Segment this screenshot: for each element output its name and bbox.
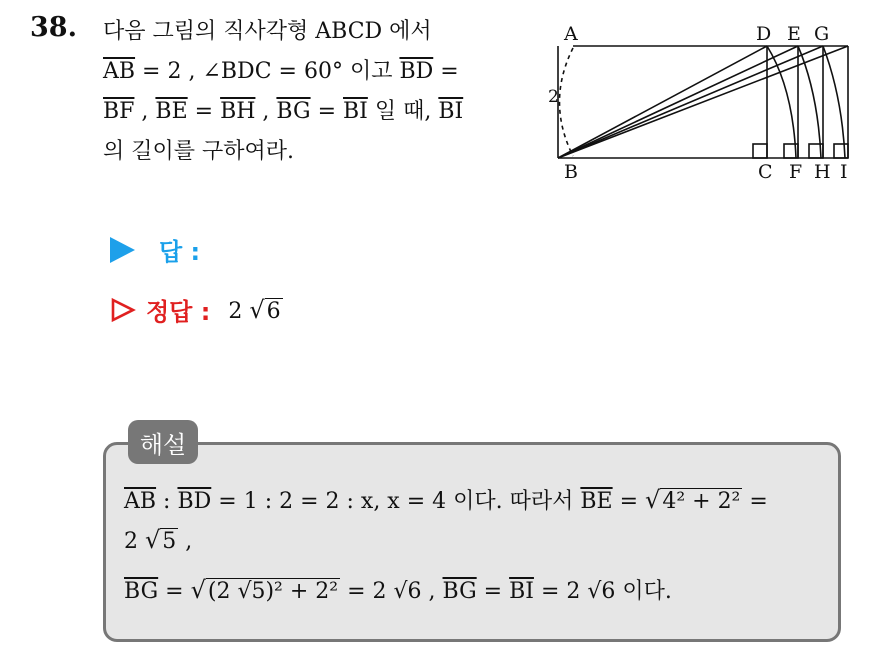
segment-be: $\overline{BE}$ xyxy=(580,489,613,514)
segment-bh: $\overline{BH}$ xyxy=(220,99,256,124)
ratio-text: = 1 : 2 = 2 : x, x = 4 이다. 따라서 xyxy=(211,489,581,514)
solution-line-3: $\overline{BG} = √(2$ √5)² + 2² = 2 √6 , $\overline{BG} = \overline{BI} = 2$ √6 이다. xyxy=(124,576,672,604)
segment-bi: $\overline{BI}$ xyxy=(343,99,368,124)
question-line-2 xyxy=(103,52,523,92)
label-e: E xyxy=(787,23,801,45)
label-f: F xyxy=(789,161,803,183)
segment-bi-target: $\overline{BI}$ xyxy=(438,99,464,124)
solution-line-2: 2 √5 , xyxy=(124,526,193,554)
radicand: 6 xyxy=(266,298,281,324)
solution-box xyxy=(103,442,841,642)
segment-be: $\overline{BE}$ xyxy=(155,99,188,124)
segment-ab: $\overline{AB}$ xyxy=(124,489,157,514)
question-condition: = 2 , ∠BDC = 60° 이고 xyxy=(135,59,400,84)
radicand: (2 √5)² + 2² xyxy=(207,579,339,604)
label-b: B xyxy=(564,161,578,183)
segment-bg: $\overline{BG}$ xyxy=(276,99,311,124)
segment-bd: $\overline{BD}$ xyxy=(399,59,434,84)
colon: : xyxy=(156,489,178,514)
solution-tab: 해설 xyxy=(128,420,198,464)
segment-bg: $\overline{BG}$ xyxy=(442,579,477,604)
radicand: 5 xyxy=(162,529,177,554)
comma: , xyxy=(178,529,193,554)
question-when: 일 때, xyxy=(367,99,439,124)
equals: = xyxy=(476,579,510,604)
coef: 2 xyxy=(228,298,243,324)
equals: = xyxy=(310,99,343,124)
solution-line-1: $\overline{AB}$ : $\overline{BD} = 1$ : 2 = 2 : x, x = 4 이다. 따라서 $\overline{BE} = √4^2 + 2^2$ = xyxy=(124,486,768,514)
label-side-ab: 2 xyxy=(548,87,559,107)
segment-ab: $\overline{AB}$ xyxy=(103,59,136,84)
play-arrow-icon xyxy=(110,237,135,263)
segment-bi: $\overline{BI}$ xyxy=(509,579,534,604)
answer-row xyxy=(110,232,200,267)
sep: , xyxy=(255,99,277,124)
outline-triangle-icon xyxy=(110,297,136,323)
label-d: D xyxy=(756,23,772,45)
equals: = xyxy=(612,489,646,514)
label-h: H xyxy=(814,161,831,183)
equals: = xyxy=(187,99,221,124)
correct-answer-row xyxy=(110,292,283,327)
geometry-figure xyxy=(540,18,860,188)
equals: = xyxy=(433,59,459,84)
correct-answer-label: 정답 : xyxy=(146,298,211,326)
conclusion-text: = 2 √6 이다. xyxy=(533,579,672,604)
equals: = xyxy=(742,489,768,514)
coef: 2 xyxy=(124,529,138,554)
label-i: I xyxy=(840,161,848,183)
answer-label: 답 : xyxy=(159,238,201,266)
segment-bg: $\overline{BG}$ xyxy=(124,579,159,604)
correct-answer-value: 2 √6 xyxy=(228,295,281,324)
question-line-1: 다음 그림의 직사각형 ABCD 에서 xyxy=(103,19,432,44)
label-c: C xyxy=(758,161,773,183)
result-text: = 2 √6 , xyxy=(340,579,443,604)
question-text xyxy=(103,12,523,172)
question-number: 38. xyxy=(30,12,77,43)
equals: = xyxy=(158,579,191,604)
segment-bf: $\overline{BF}$ xyxy=(103,99,135,124)
sep: , xyxy=(134,99,156,124)
label-g: G xyxy=(814,23,830,45)
question-line-4: 의 길이를 구하여라. xyxy=(103,139,294,164)
label-a: A xyxy=(564,23,578,45)
question-line-3 xyxy=(103,92,523,132)
segment-bd: $\overline{BD}$ xyxy=(177,489,212,514)
radicand: 4² + 2² xyxy=(662,489,741,514)
